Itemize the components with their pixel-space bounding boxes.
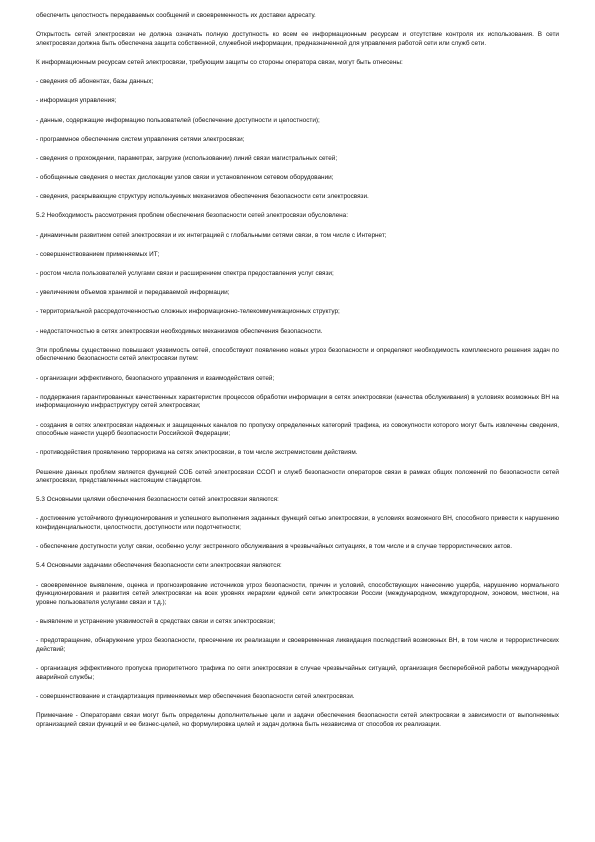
- paragraph: Открытость сетей электросвязи не должна означать полную доступность ко всем ее информационным ресурсам и отсутствие контроля их использования. В сети электросвязи должна быть обеспечена защита собственной, служебной информации, предназначенной для управления работой сети или служб сети.: [36, 31, 559, 47]
- note: Примечание - Операторами связи могут быть определены дополнительные цели и задачи обеспечения безопасности сетей электросвязи в зависимости от выполняемых организацией связи функций и ее бизнес-целей, но формулировка целей и задач должна быть независима от способов их реализации.: [36, 711, 559, 728]
- list-item: - организация эффективного пропуска приоритетного трафика по сети электросвязи в случае чрезвычайных ситуаций, организация бесперебойной работы международной аварийной службы;: [36, 664, 559, 681]
- list-item: - сведения, раскрывающие структуру используемых механизмов обеспечения безопасности сети электросвязи.: [36, 193, 369, 201]
- list-item: - динамичным развитием сетей электросвязи и их интеграцией с глобальными сетями связи, в том числе с Интернет;: [36, 231, 387, 239]
- section-heading: 5.3 Основными целями обеспечения безопасности сетей электросвязи являются:: [36, 496, 279, 504]
- list-item: - ростом числа пользователей услугами связи и расширением спектра предоставления услуг связи;: [36, 270, 334, 278]
- section-heading: 5.2 Необходимость рассмотрения проблем обеспечения безопасности сетей электросвязи обусловлена:: [36, 212, 348, 220]
- list-item: - сведения об абонентах, базы данных;: [36, 78, 154, 86]
- paragraph: Эти проблемы существенно повышают уязвимость сетей, способствуют появлению новых угроз безопасности и определяют необходимость комплексного решения задач по обеспечению безопасности сетей электросвязи путем:: [36, 346, 559, 363]
- list-item: - территориальной рассредоточенностью сложных информационно-телекоммуникационных структур;: [36, 308, 340, 316]
- list-item: - своевременное выявление, оценка и прогнозирование источников угроз безопасности, причин и условий, способствующих нанесению ущерба, нарушению нормального функционирования и развития сетей электросвязи на всех уровнях иерархии единой сети электросвязи России (международном, междугородном, зоновом, местном, на уровне пользователя услугами связи и т.д.);: [36, 581, 559, 606]
- list-item: - совершенствование и стандартизация применяемых мер обеспечения безопасности сетей электросвязи.: [36, 692, 355, 700]
- list-item: - программное обеспечение систем управления сетями электросвязи;: [36, 135, 245, 143]
- list-item: - сведения о прохождении, параметрах, загрузке (использовании) линий связи магистральных сетей;: [36, 154, 338, 162]
- paragraph: обеспечить целостность передаваемых сообщений и своевременность их доставки адресату.: [36, 12, 316, 19]
- list-item: - поддержания гарантированных качественных характеристик процессов обработки информации в сетях электросвязи (качества обслуживания) в условиях возможных ВН на информационную инфраструктуру сетей электросвязи;: [36, 393, 559, 410]
- list-item: - организации эффективного, безопасного управления и взаимодействия сетей;: [36, 374, 275, 382]
- list-item: - увеличением объемов хранимой и передаваемой информации;: [36, 289, 230, 297]
- list-item: - достижение устойчивого функционирования и успешного выполнения заданных функций сетью электросвязи, в условиях возможного ВН, способного привести к нарушению конфиденциальности, целостности, доступности или подотчетности;: [36, 515, 559, 532]
- section-heading: 5.4 Основными задачами обеспечения безопасности сети электросвязи являются:: [36, 562, 282, 570]
- paragraph: Решение данных проблем является функцией СОБ сетей электросвязи ССОП и служб безопасности операторов связи в рамках общих положений по безопасности сетей электросвязи, представленных настоящим стандартом.: [36, 468, 559, 485]
- list-item: - недостаточностью в сетях электросвязи необходимых механизмов обеспечения безопасности.: [36, 327, 323, 335]
- list-item: - обобщенные сведения о местах дислокации узлов связи и установленном сетевом оборудовании;: [36, 174, 334, 182]
- list-item: - обеспечение доступности услуг связи, особенно услуг экстренного обслуживания в чрезвычайных ситуациях, в том числе и в случае террористических актов.: [36, 543, 512, 551]
- paragraph: К информационным ресурсам сетей электросвязи, требующим защиты со стороны оператора связи, могут быть отнесены:: [36, 58, 403, 66]
- list-item: - совершенствованием применяемых ИТ;: [36, 250, 160, 258]
- list-item: - выявление и устранение уязвимостей в средствах связи и сетях электросвязи;: [36, 618, 275, 625]
- list-item: - данные, содержащие информацию пользователей (обеспечение доступности и целостности);: [36, 116, 320, 124]
- list-item: - противодействия проявлению терроризма на сетях электросвязи, в том числе экстремистским действиям.: [36, 449, 358, 457]
- list-item: - информация управления;: [36, 97, 117, 105]
- list-item: - создания в сетях электросвязи надежных и защищенных каналов по пропуску определенных категорий трафика, из совокупности которого могут быть извлечены сведения, способные нанести ущерб безопасности Российской Федерации;: [36, 421, 559, 438]
- list-item: - предотвращение, обнаружение угроз безопасности, пресечение их реализации и своевременная ликвидация последствий возможных ВН, в том числе и террористических действий;: [36, 637, 559, 653]
